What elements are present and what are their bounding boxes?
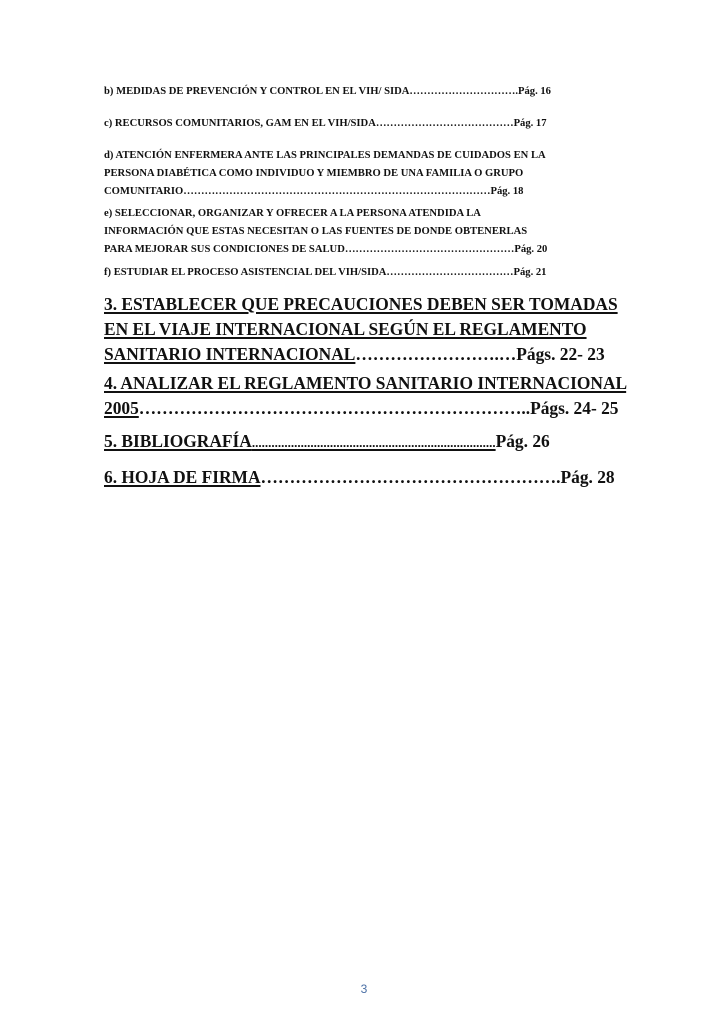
- toc-entry-e-line-3: PARA MEJORAR SUS CONDICIONES DE SALUD…………………………………………: [104, 244, 515, 255]
- toc-entry-c-page: Pág. 17: [513, 118, 547, 129]
- toc-entry-d-line-1: d) ATENCIÓN ENFERMERA ANTE LAS PRINCIPALES DEMANDAS DE CUIDADOS EN LA: [104, 150, 546, 161]
- toc-entry-c-text: c) RECURSOS COMUNITARIOS, GAM EN EL VIH/SIDA…………………………………: [104, 118, 514, 129]
- toc-section-6-dots: …………………………………………….: [260, 467, 561, 487]
- toc-section-4-page: Págs. 24- 25: [530, 398, 619, 418]
- toc-entry-d-line-3: COMUNITARIO……………………………………………………………………………: [104, 186, 491, 197]
- toc-entry-d-line-2: PERSONA DIABÉTICA COMO INDIVIDUO Y MIEMBRO DE UNA FAMILIA O GRUPO: [104, 168, 524, 179]
- toc-entry-e-line-2: INFORMACIÓN QUE ESTAS NECESITAN O LAS FUENTES DE DONDE OBTENERLAS: [104, 226, 528, 237]
- toc-section-3-line-1: 3. ESTABLECER QUE PRECAUCIONES DEBEN SER TOMADAS: [104, 294, 618, 314]
- toc-section-4-line-1: 4. ANALIZAR EL REGLAMENTO SANITARIO INTERNACIONAL: [104, 373, 627, 393]
- toc-entry-e: [104, 205, 624, 259]
- toc-section-4: [104, 371, 634, 421]
- toc-entry-b-text: b) MEDIDAS DE PREVENCIÓN Y CONTROL EN EL VIH/ SIDA………………………….: [104, 86, 518, 97]
- toc-entry-c: [104, 115, 624, 133]
- toc-entry-f-page: Pág. 21: [513, 267, 547, 278]
- toc-entry-f-text: f) ESTUDIAR EL PROCESO ASISTENCIAL DEL VIH/SIDA………………………………: [104, 267, 514, 278]
- toc-section-4-line-2: 2005: [104, 398, 139, 418]
- toc-entry-d-page: Pág. 18: [490, 186, 524, 197]
- toc-section-3-line-2: EN EL VIAJE INTERNACIONAL SEGÚN EL REGLAMENTO: [104, 319, 587, 339]
- toc-section-3-page: Págs. 22- 23: [516, 344, 605, 364]
- toc-entry-f: [104, 264, 624, 282]
- toc-section-5: [104, 429, 634, 455]
- toc-section-3: [104, 292, 634, 367]
- toc-section-6: [104, 465, 634, 490]
- toc-entry-b: [104, 83, 624, 101]
- toc-section-5-dots: ...........................................................................: [251, 435, 496, 450]
- toc-section-5-title: 5. BIBLIOGRAFÍA: [104, 431, 252, 451]
- toc-section-4-dots: …………………………………………………………..: [138, 398, 531, 418]
- toc-entry-e-line-1: e) SELECCIONAR, ORGANIZAR Y OFRECER A LA PERSONA ATENDIDA LA: [104, 208, 481, 219]
- toc-section-6-page: Pág. 28: [560, 467, 615, 487]
- toc-entry-e-page: Pág. 20: [514, 244, 548, 255]
- toc-entry-d: [104, 147, 624, 201]
- toc-entry-b-page: Pág. 16: [518, 86, 551, 97]
- toc-section-6-title: 6. HOJA DE FIRMA: [104, 467, 261, 487]
- page-number: 3: [360, 982, 368, 996]
- toc-section-3-line-3: SANITARIO INTERNACIONAL: [104, 344, 356, 364]
- toc-section-3-dots: …………………….…: [355, 344, 517, 364]
- toc-section-5-page: Pág. 26: [495, 431, 550, 451]
